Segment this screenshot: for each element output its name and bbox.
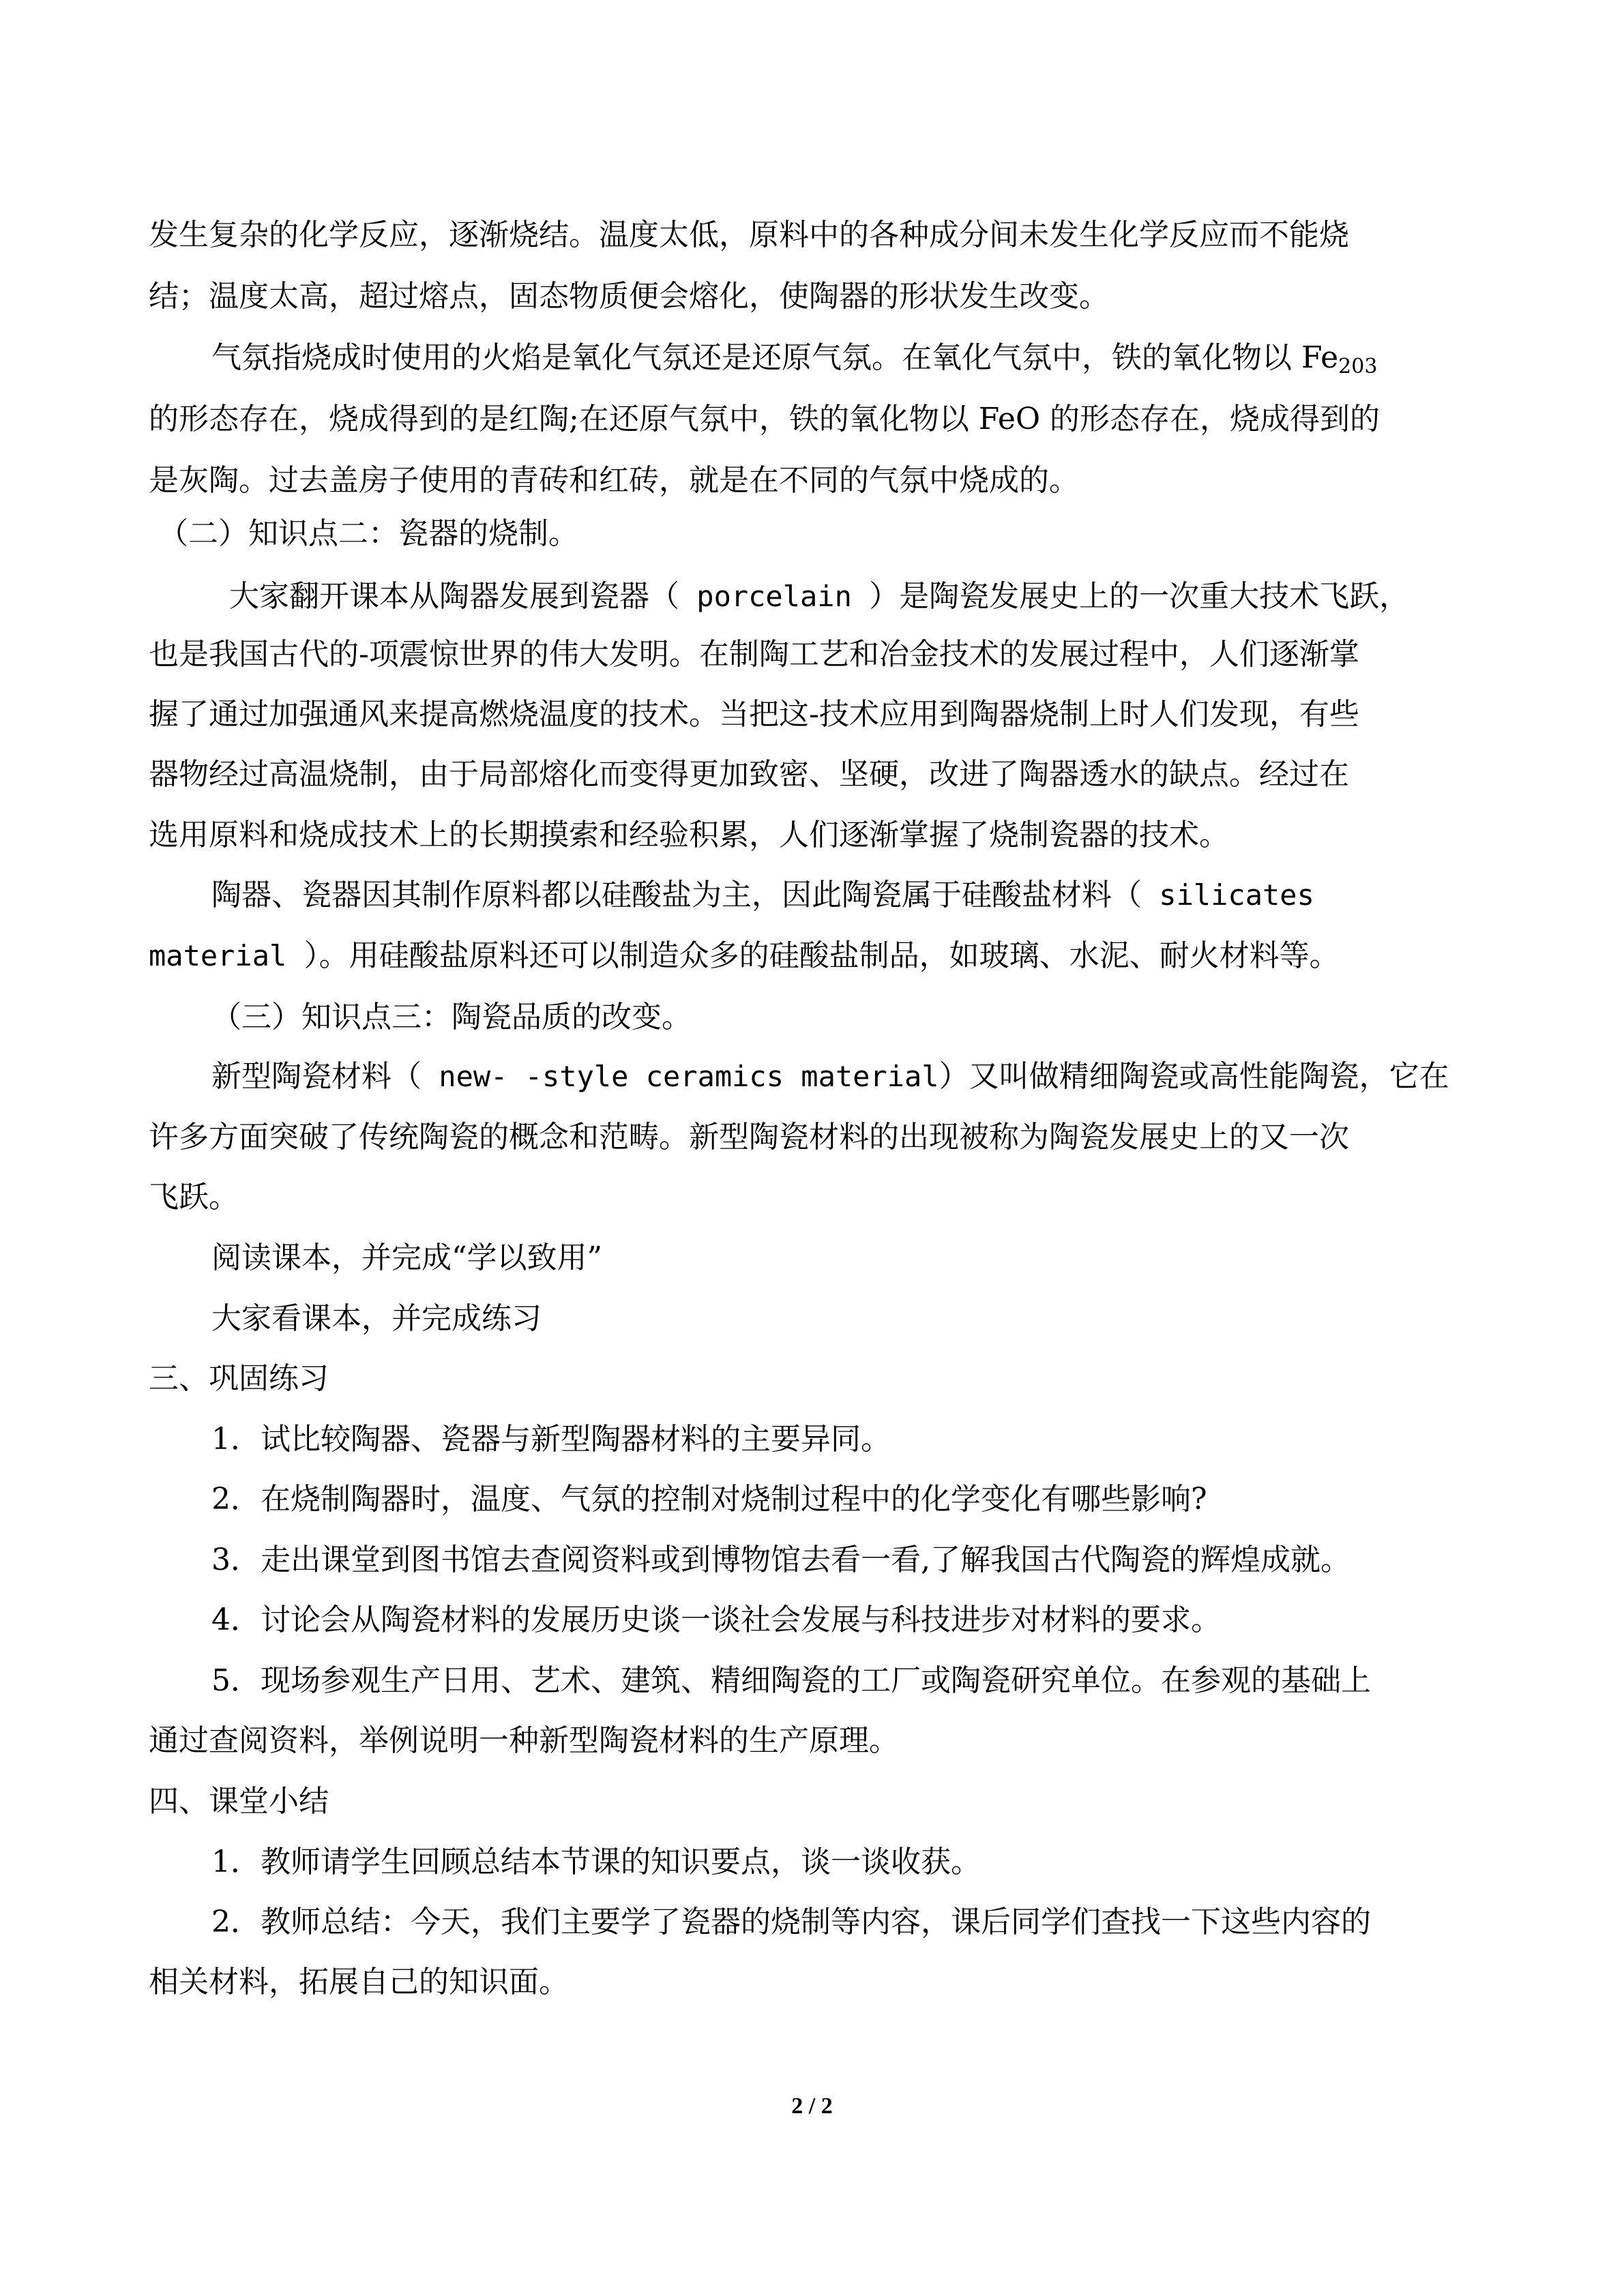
list-item: 3．走出课堂到图书馆去查阅资料或到博物馆去看一看,了解我国古代陶瓷的辉煌成就。 (211, 1542, 1350, 1577)
text-run: ）是陶瓷发展史上的一次重大技术飞跃， (869, 579, 1410, 614)
section-title: 三、巩固练习 (149, 1361, 329, 1396)
paragraph-line: 大家看课本，并完成练习 (211, 1301, 542, 1336)
paragraph-line (211, 865, 1475, 926)
paragraph-line: 结；温度太高，超过熔点，固态物质便会熔化，使陶器的形状发生改变。 (149, 279, 1109, 314)
subscript: 203 (1338, 355, 1378, 378)
section-heading: （二）知识点二：瓷器的烧制。 (158, 516, 578, 551)
paragraph-line: 是灰陶。过去盖房子使用的青砖和红砖，就是在不同的气氛中烧成的。 (149, 463, 1079, 498)
text-run: 大家翻开课本从陶器发展到瓷器（ (229, 579, 679, 614)
text-run: ）又叫做精细陶瓷或高性能陶瓷，它在 (939, 1059, 1449, 1094)
page-number: 2 / 2 (791, 2093, 833, 2119)
paragraph-line: 也是我国古代的-项震惊世界的伟大发明。在制陶工艺和冶金技术的发展过程中，人们逐渐掌 (149, 637, 1359, 672)
paragraph-line: 器物经过高温烧制，由于局部熔化而变得更加致密、坚硬，改进了陶器透水的缺点。经过在 (149, 757, 1349, 792)
paragraph-line (211, 1046, 1475, 1107)
section-title: 四、课堂小结 (149, 1784, 329, 1819)
english-term: new- -style ceramics material (422, 1060, 939, 1093)
paragraph-line: 握了通过加强通风来提高燃烧温度的技术。当把这-技术应用到陶器烧制上时人们发现，有些 (149, 697, 1359, 732)
english-term: porcelain (679, 580, 870, 613)
paragraph-line (149, 925, 1475, 987)
list-item: 5．现场参观生产日用、艺术、建筑、精细陶瓷的工厂或陶瓷研究单位。在参观的基础上 (211, 1663, 1371, 1698)
paragraph-line: 选用原料和烧成技术上的长期摸索和经验积累，人们逐渐掌握了烧制瓷器的技术。 (149, 818, 1229, 852)
section-heading: （三）知识点三：陶瓷品质的改变。 (211, 1000, 692, 1034)
paragraph-line: 许多方面突破了传统陶瓷的概念和范畴。新型陶瓷材料的出现被称为陶瓷发展史上的又一次 (149, 1120, 1349, 1154)
text-run: 新型陶瓷材料（ (211, 1059, 422, 1094)
list-item-continuation: 相关材料，拓展自己的知识面。 (149, 1965, 569, 1999)
paragraph-line: 阅读课本，并完成“学以致用” (211, 1240, 602, 1275)
list-item: 2．教师总结：今天，我们主要学了瓷器的烧制等内容，课后同学们查找一下这些内容的 (211, 1905, 1371, 1939)
list-item: 4．讨论会从陶瓷材料的发展历史谈一谈社会发展与科技进步对材料的要求。 (211, 1602, 1221, 1637)
english-term: material (149, 939, 304, 972)
text-run: 气氛指烧成时使用的火焰是氧化气氛还是还原气氛。在氧化气氛中，铁的氧化物以 Fe (211, 340, 1339, 375)
paragraph-line (229, 566, 1475, 627)
paragraph-line: 发生复杂的化学反应，逐渐烧结。温度太低，原料中的各种成分间未发生化学反应而不能烧 (149, 218, 1349, 252)
paragraph-line: 的形态存在，烧成得到的是红陶;在还原气氛中，铁的氧化物以 FeO 的形态存在，烧成得到的 (149, 402, 1381, 436)
list-item-continuation: 通过查阅资料，举例说明一种新型陶瓷材料的生产原理。 (149, 1723, 899, 1758)
english-term: silicates (1142, 878, 1314, 912)
list-item: 2．在烧制陶器时，温度、气氛的控制对烧制过程中的化学变化有哪些影响? (211, 1482, 1207, 1517)
list-item: 1．教师请学生回顾总结本节课的知识要点，谈一谈收获。 (211, 1845, 981, 1879)
text-run: 陶器、瓷器因其制作原料都以硅酸盐为主，因此陶瓷属于硅酸盐材料（ (211, 878, 1142, 912)
text-run: ）。用硅酸盐原料还可以制造众多的硅酸盐制品，如玻璃、水泥、耐火材料等。 (304, 938, 1340, 973)
paragraph-line: 飞跃。 (149, 1180, 239, 1214)
list-item: 1．试比较陶器、瓷器与新型陶器材料的主要异同。 (211, 1422, 891, 1457)
paragraph-line (211, 327, 1475, 398)
